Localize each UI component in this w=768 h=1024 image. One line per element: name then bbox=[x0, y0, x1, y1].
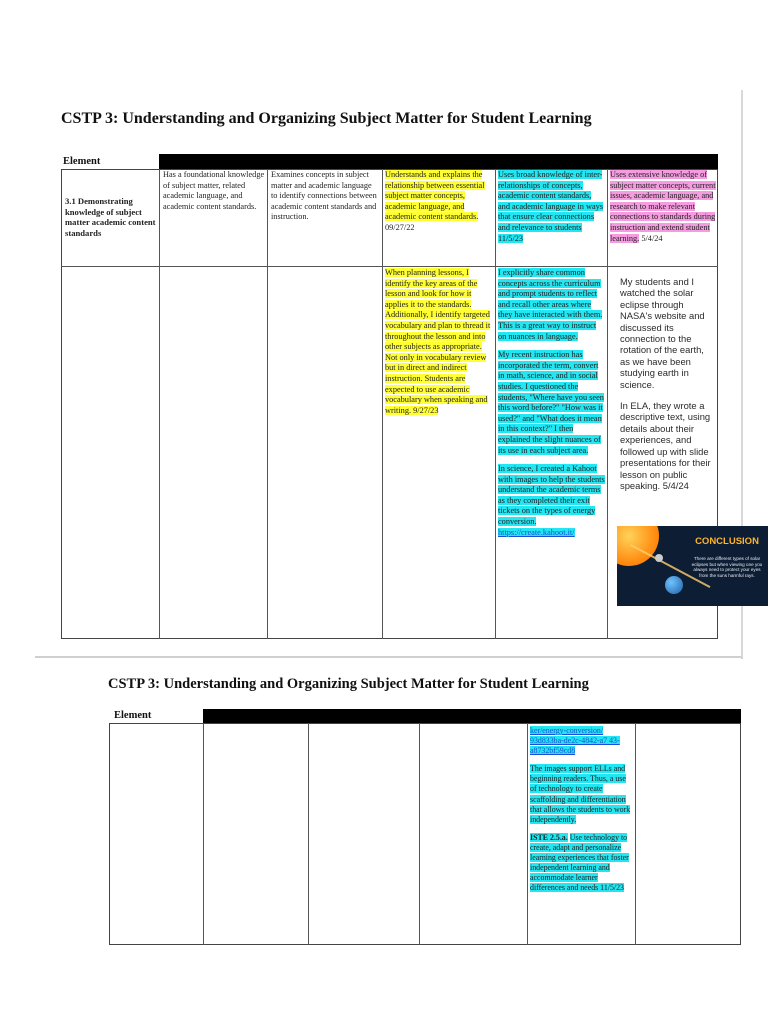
element-name: 3.1 Demonstrating knowledge of subject matter academic content standards bbox=[65, 196, 156, 238]
iste-label: ISTE 2.5.a. bbox=[530, 832, 568, 842]
earth-icon bbox=[665, 576, 683, 594]
evidence-applying: When planning lessons, I identify the key areas of the lesson and look for how it applies it to the standards. Additionally, I identify targeted vocabulary and plan to thread it throughout the lesson and into other subjects as appropriate. Not only in vocabulary review but in direct and indirect instruction. Students are expected to use academic vocabulary when speaking and writing. 9/27/23 bbox=[385, 268, 491, 415]
slide-text: There are different types of solar eclipses but when viewing one you always need to protect your eyes from the suns harmful rays. bbox=[691, 556, 763, 578]
applying-date: 09/27/22 bbox=[385, 222, 415, 232]
eclipse-slide-thumbnail[interactable] bbox=[617, 526, 768, 606]
evidence-integrating-continued: ker/energy-conversion/ 93d833ba-de2c-4842-a7 43-a8732bf59cd8 The images support ELLs and beginning readers. Thus, a use of technology to create scaffolding and differentiation that allows the students to work independently. ISTE 2.5.a. Use technology to create, adapt and personalize learning experiences that foster independent learning and accommodate learner differences and needs 11/5/23 bbox=[530, 726, 631, 893]
page-title: CSTP 3: Understanding and Organizing Subject Matter for Student Learning bbox=[61, 110, 592, 127]
evidence-integrating: I explicitly share common concepts across the curriculum and prompt students to reflect and recall other areas where they have interacted with them. This is a great way to instruct on nuances in language. My recent instruction has incorporated the term, convert in math, science, and in social studies. I questioned the students, "Where have you seen this word before?" "How was it used?" and "What does it mean in this context?" I then explained the slight nuances of its use in each subject area. In science, I created a Kahoot with images to help the students understand the academic terms as they completed their exit tickets on the types of energy conversion. https://create.kahoot.it/ bbox=[498, 268, 605, 537]
page-title: CSTP 3: Understanding and Organizing Subject Matter for Student Learning bbox=[108, 676, 589, 692]
table-header-bar bbox=[159, 154, 718, 169]
document-page-1 bbox=[35, 90, 763, 659]
level-emerging: Has a foundational knowledge of subject matter, related academic language, and academic content standards. bbox=[163, 170, 265, 211]
innovating-date: 5/4/24 bbox=[641, 233, 663, 243]
element-header-label: Element bbox=[63, 156, 101, 167]
table-header-bar bbox=[203, 709, 741, 723]
document-page-2 bbox=[35, 658, 741, 1024]
slide-title: CONCLUSION bbox=[695, 536, 759, 547]
evidence-innovating: My students and I watched the solar eclipse through NASA's website and discussed its connection to the rotation of the earth, as we have been studying earth in science. In ELA, they wrote a descriptive text, using details about their experiences, and followed up with slide presentations for their lesson on public speaking. 5/4/24 bbox=[620, 276, 711, 491]
kahoot-link[interactable]: https://create.kahoot.it/ bbox=[498, 527, 575, 537]
level-integrating: Uses broad knowledge of inter-relationships of concepts, academic content standards, and academic language in ways that ensure clear connections and relevance to students 11/5/23 bbox=[498, 170, 604, 243]
moon-icon bbox=[655, 554, 663, 562]
element-header-label: Element bbox=[114, 710, 152, 721]
level-exploring: Examines concepts in subject matter and academic language to identify connections between academic content standards and instruction. bbox=[271, 170, 377, 222]
level-innovating: Uses extensive knowledge of subject matter concepts, current issues, academic language, and research to make relevant connections to standards during instruction and extend student learning. 5/4/24 bbox=[610, 170, 716, 243]
level-applying: Understands and explains the relationship between essential subject matter concepts, academic language, and academic content standards. 09/27/22 bbox=[385, 170, 485, 232]
kahoot-link-continued[interactable]: ker/energy-conversion/ 93d833ba-de2c-4842-a7 43-a8732bf59cd8 bbox=[530, 726, 620, 756]
sun-icon bbox=[617, 526, 659, 566]
